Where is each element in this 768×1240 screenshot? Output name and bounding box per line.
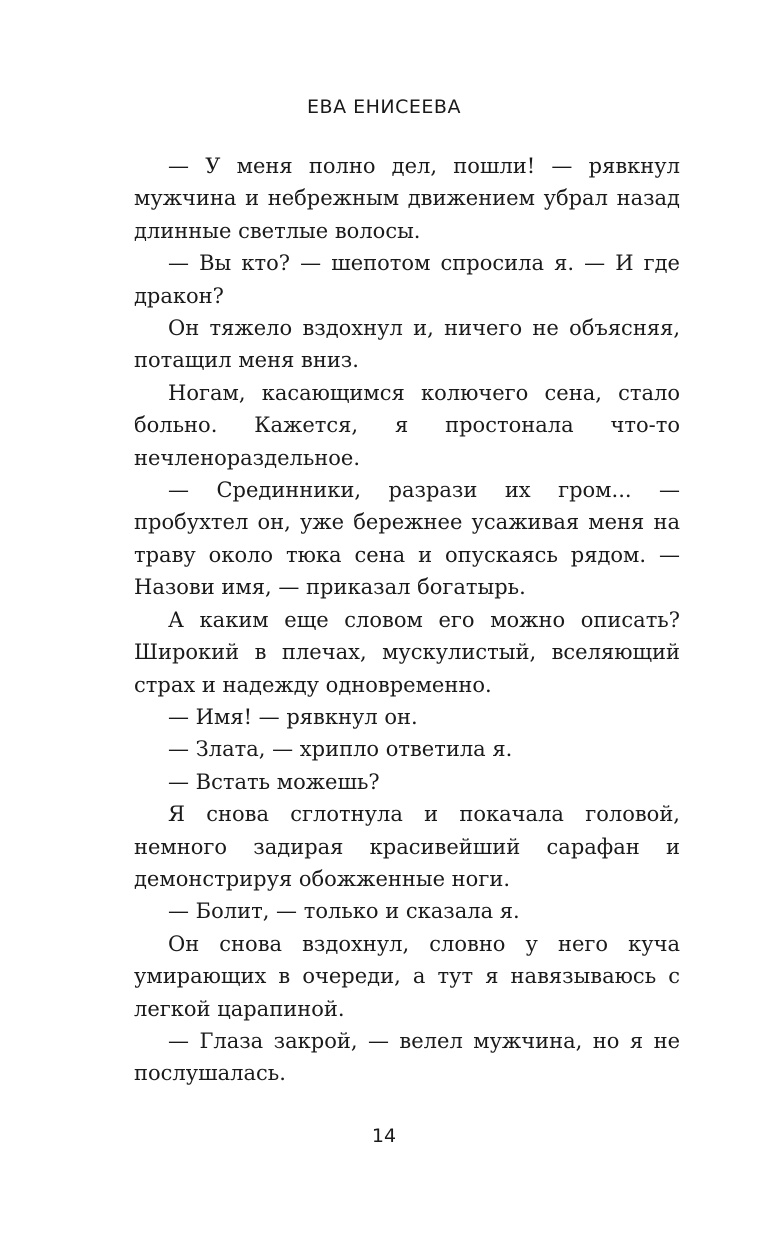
running-head: ЕВА ЕНИСЕЕВА [307, 96, 461, 118]
paragraph: — Злата, — хрипло ответила я. [168, 737, 513, 762]
paragraph: — Срединники, разрази их гром... — пробухтел он, уже бережнее усаживая меня на траву около тюка сена и опускаясь рядом. — Назови имя, — приказал богатырь. [134, 478, 680, 600]
paragraph: — Встать можешь? [168, 769, 380, 794]
paragraph: — У меня полно дел, пошли! — рявкнул мужчина и небрежным движением убрал назад длинные светлые волосы. [134, 154, 680, 243]
page-number: 14 [371, 1125, 397, 1147]
paragraph: — Вы кто? — шепотом спросила я. — И где дракон? [134, 251, 680, 308]
paragraph: Он тяжело вздохнул и, ничего не объясняя, потащил меня вниз. [134, 316, 680, 373]
paragraph: — Имя! — рявкнул он. [168, 704, 418, 729]
paragraph: — Болит, — только и сказала я. [168, 899, 520, 924]
paragraph: — Глаза закрой, — велел мужчина, но я не послушалась. [134, 1028, 680, 1086]
paragraph: А каким еще словом его можно описать? Широкий в плечах, мускулистый, вселяющий страх и надежду одновременно. [134, 607, 680, 697]
paragraph: Ногам, касающимся колючего сена, стало больно. Кажется, я простонала что-то нечленораздельное. [134, 380, 680, 470]
body-text [134, 150, 680, 1090]
paragraph: Я снова сглотнула и покачала головой, немного задирая красивейший сарафан и демонстрируя обожженные ноги. [134, 802, 680, 891]
paragraph: Он снова вздохнул, словно у него куча умирающих в очереди, а тут я навязываюсь с легкой царапиной. [134, 931, 680, 1021]
